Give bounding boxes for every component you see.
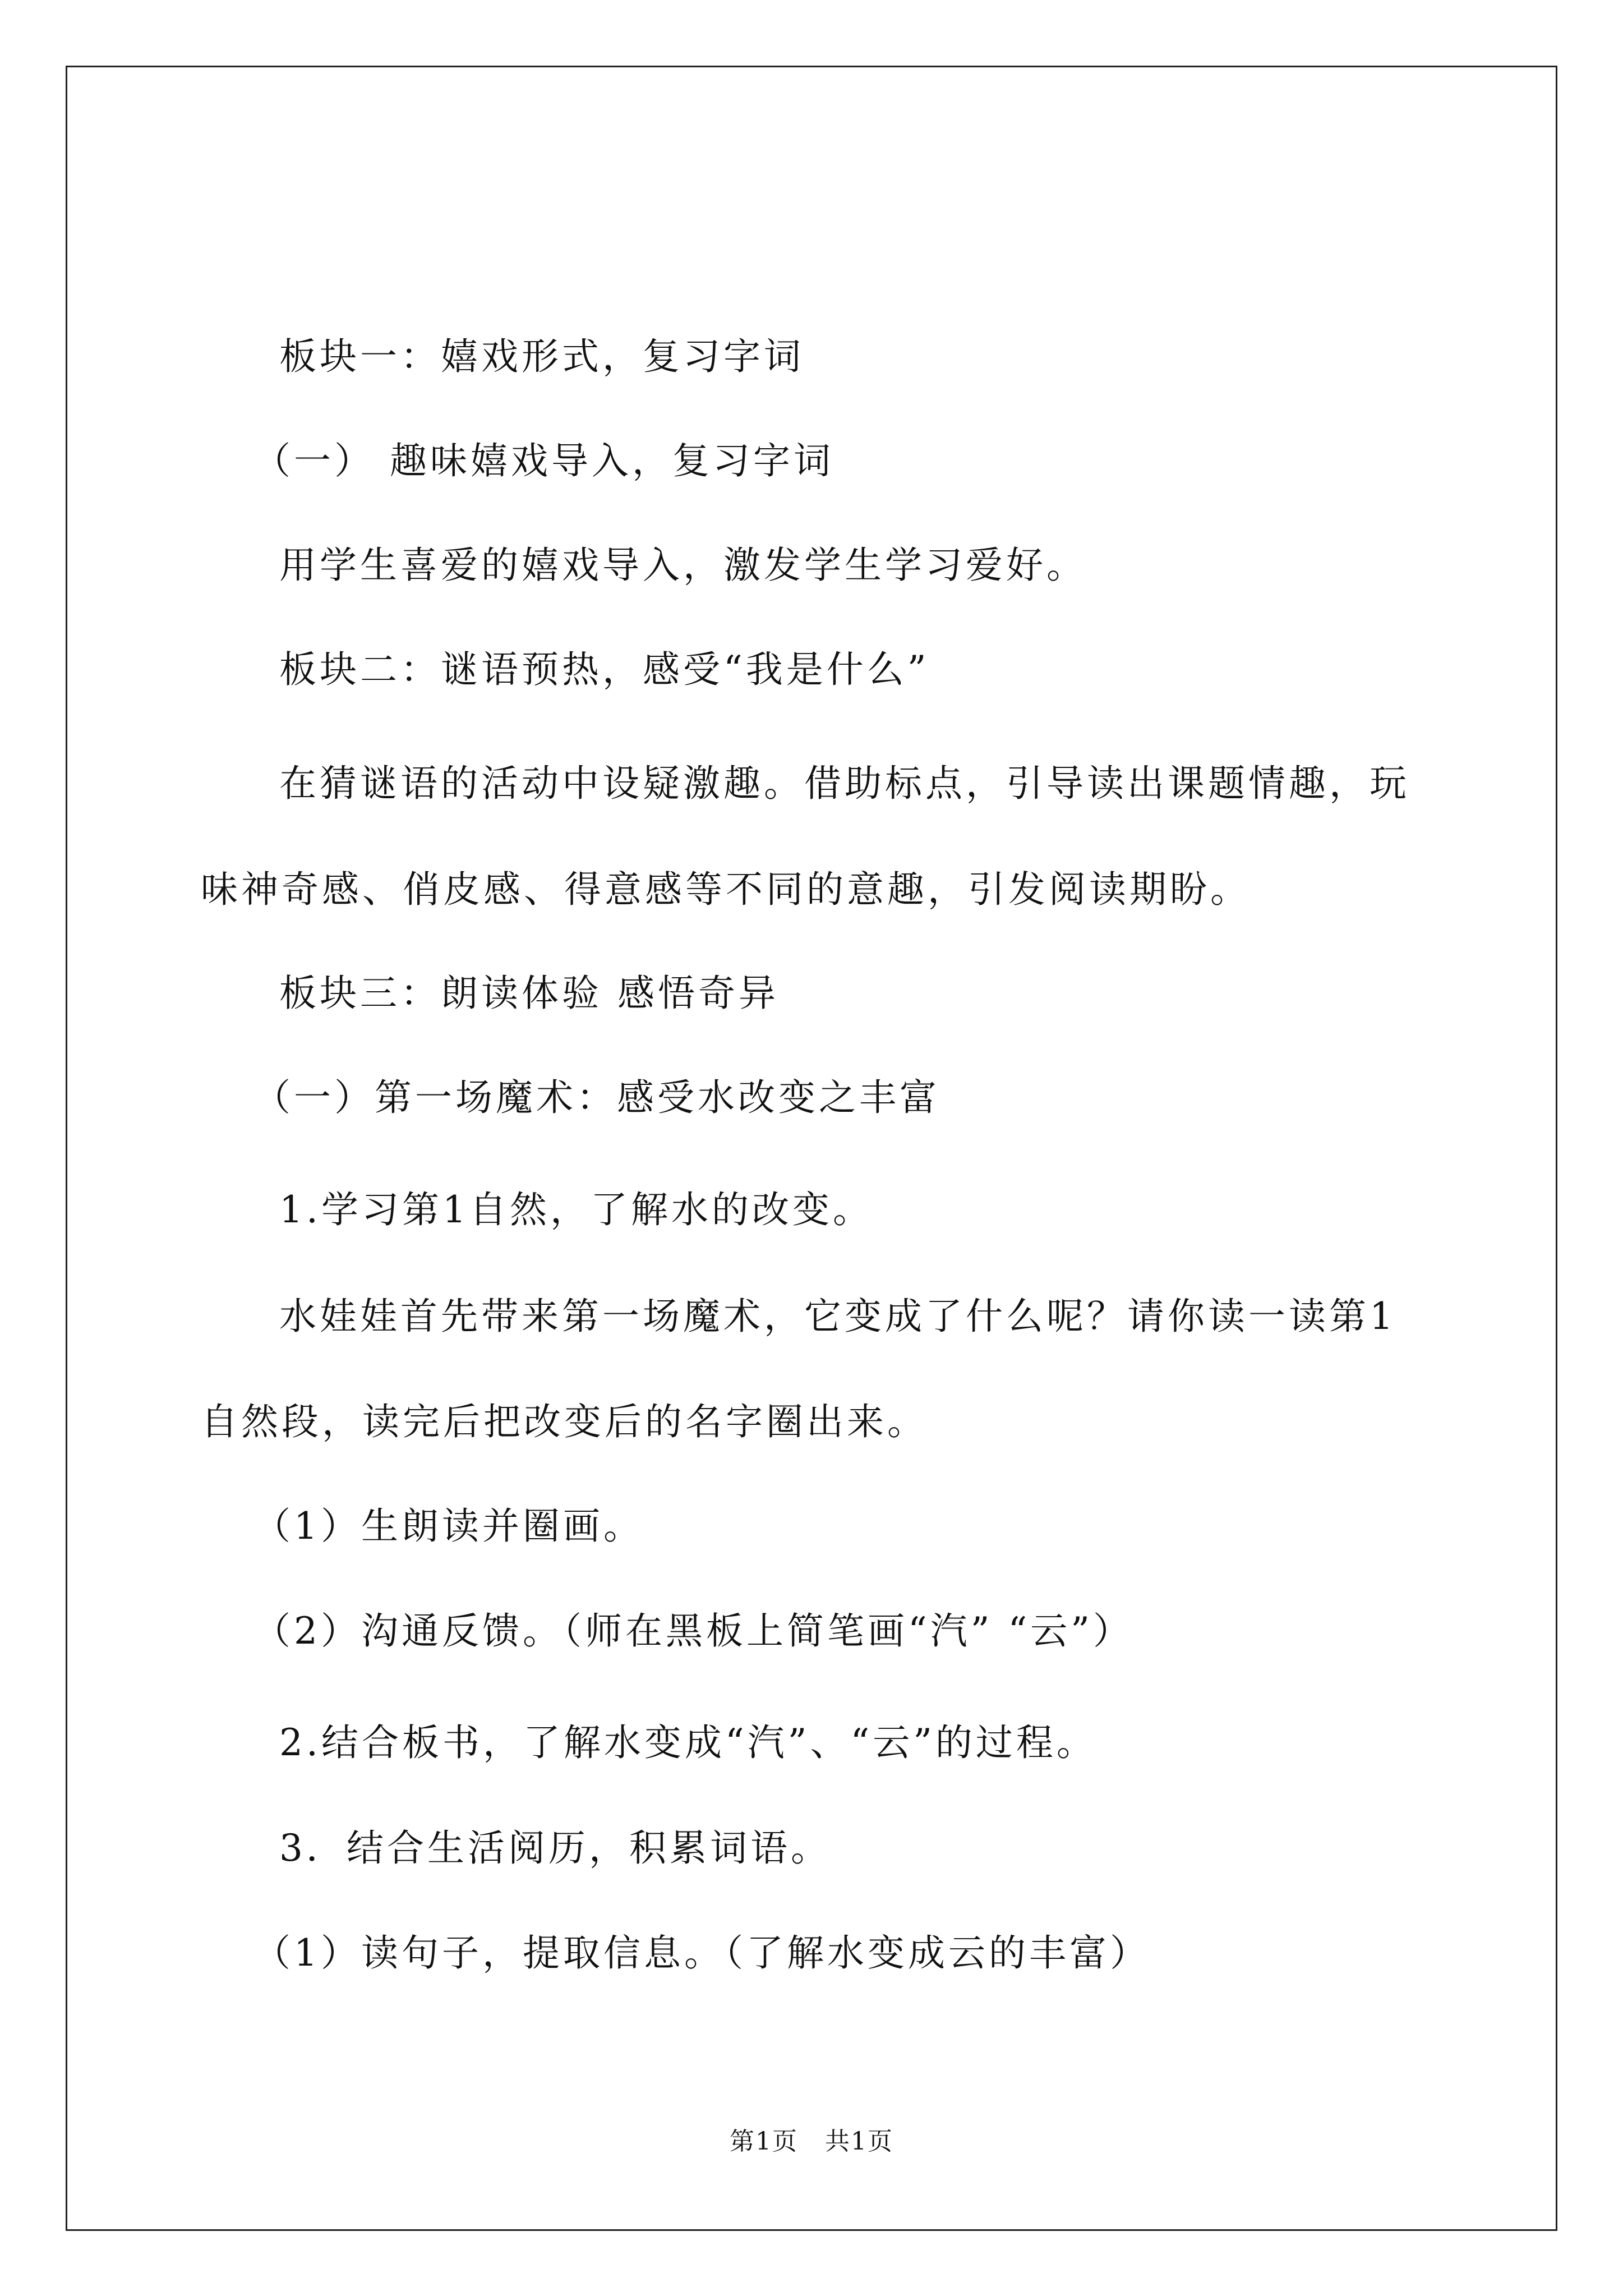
subheading-1-1: （一） 趣味嬉戏导入，复习字词: [253, 439, 834, 482]
sub-list-item: （2）沟通反馈。（师在黑板上简笔画“汽” “云”）: [253, 1609, 1133, 1653]
paragraph-line: 自然段，读完后把改变后的名字圈出来。: [201, 1400, 928, 1443]
paragraph-line: 用学生喜爱的嬉戏导入，激发学生学习爱好。: [279, 544, 1087, 587]
page-footer: 第1页 共1页: [730, 2127, 893, 2156]
sub-list-item: （1）读句子，提取信息。（了解水变成云的丰富）: [253, 1931, 1150, 1975]
paragraph-line: 味神奇感、俏皮感、得意感等不同的意趣，引发阅读期盼。: [201, 868, 1251, 911]
heading-section-1: 板块一：嬉戏形式，复习字词: [279, 335, 804, 378]
list-item-2: 2.结合板书，了解水变成“汽”、“云”的过程。: [279, 1721, 1097, 1764]
page-border: [66, 66, 1557, 2231]
subheading-3-1: （一）第一场魔术：感受水改变之丰富: [253, 1076, 940, 1119]
paragraph-line: 在猜谜语的活动中设疑激趣。借助标点，引导读出课题情趣，玩: [279, 762, 1410, 805]
paragraph-line: 水娃娃首先带来第一场魔术，它变成了什么呢？请你读一读第1: [279, 1295, 1396, 1338]
list-item-3: 3．结合生活阅历，积累词语。: [279, 1826, 831, 1870]
sub-list-item: （1）生朗读并圈画。: [253, 1504, 644, 1548]
heading-section-3: 板块三：朗读体验 感悟奇异: [279, 972, 779, 1015]
heading-section-2: 板块二：谜语预热，感受“我是什么”: [279, 648, 930, 691]
list-item-1: 1.学习第1自然，了解水的改变。: [279, 1188, 873, 1231]
